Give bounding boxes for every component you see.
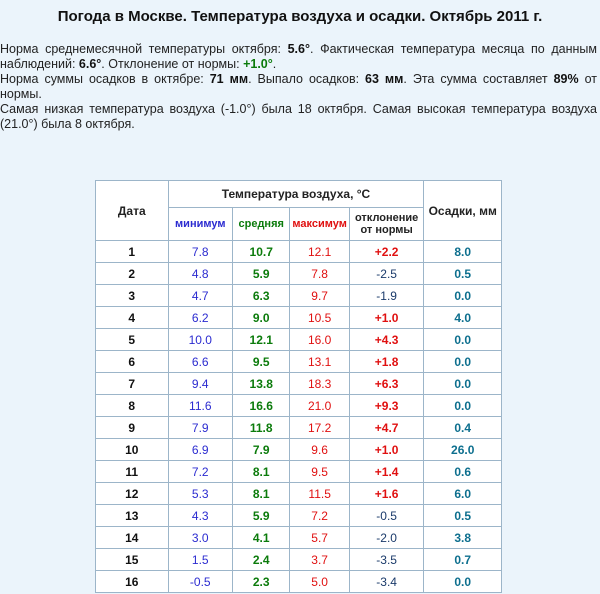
cell-deviation: +6.3 [349, 373, 424, 395]
cell-avg: 8.1 [233, 461, 290, 483]
header-date: Дата [96, 181, 169, 241]
table-row [96, 439, 502, 461]
cell-date: 13 [96, 505, 169, 527]
cell-date: 2 [96, 263, 169, 285]
cell-deviation: +1.0 [349, 439, 424, 461]
cell-date: 9 [96, 417, 169, 439]
cell-date: 11 [96, 461, 169, 483]
cell-min: 1.5 [168, 549, 232, 571]
text: . Фактическая температура месяца по данным наблюдений: [0, 42, 597, 71]
table-row [96, 417, 502, 439]
cell-max: 3.7 [290, 549, 349, 571]
table-row [96, 549, 502, 571]
cell-precipitation: 26.0 [424, 439, 502, 461]
cell-deviation: +4.7 [349, 417, 424, 439]
cell-min: 5.3 [168, 483, 232, 505]
norm-temp-value: 5.6° [287, 42, 310, 56]
cell-avg: 10.7 [233, 241, 290, 263]
actual-precip-value: 63 мм [365, 72, 404, 86]
table-row [96, 241, 502, 263]
table-row [96, 483, 502, 505]
cell-max: 5.0 [290, 571, 349, 593]
cell-deviation: -1.9 [349, 285, 424, 307]
header-deviation: отклонение от нормы [349, 208, 424, 241]
cell-min: 4.3 [168, 505, 232, 527]
text: . [272, 57, 277, 71]
cell-precipitation: 0.0 [424, 329, 502, 351]
cell-min: 7.2 [168, 461, 232, 483]
table-row [96, 285, 502, 307]
cell-max: 18.3 [290, 373, 349, 395]
text: от нормы. [0, 72, 597, 101]
text: . Отклонение от нормы: [101, 57, 244, 71]
table-row [96, 571, 502, 593]
cell-avg: 2.3 [233, 571, 290, 593]
text: . Выпало осадков: [248, 72, 366, 86]
cell-min: 7.8 [168, 241, 232, 263]
cell-date: 12 [96, 483, 169, 505]
cell-precipitation: 0.0 [424, 395, 502, 417]
cell-date: 8 [96, 395, 169, 417]
precipitation-summary [0, 72, 597, 102]
cell-min: -0.5 [168, 571, 232, 593]
cell-min: 6.2 [168, 307, 232, 329]
cell-precipitation: 0.0 [424, 351, 502, 373]
cell-max: 16.0 [290, 329, 349, 351]
cell-max: 13.1 [290, 351, 349, 373]
cell-avg: 2.4 [233, 549, 290, 571]
cell-min: 9.4 [168, 373, 232, 395]
cell-date: 3 [96, 285, 169, 307]
norm-precip-value: 71 мм [209, 72, 249, 86]
cell-deviation: -2.0 [349, 527, 424, 549]
cell-max: 5.7 [290, 527, 349, 549]
cell-deviation: -2.5 [349, 263, 424, 285]
cell-precipitation: 6.0 [424, 483, 502, 505]
table-row [96, 329, 502, 351]
cell-date: 16 [96, 571, 169, 593]
cell-avg: 5.9 [233, 505, 290, 527]
cell-precipitation: 0.0 [424, 373, 502, 395]
text: . Эта сумма составляет [403, 72, 554, 86]
cell-avg: 11.8 [233, 417, 290, 439]
cell-precipitation: 0.0 [424, 571, 502, 593]
cell-deviation: -3.5 [349, 549, 424, 571]
table-row [96, 461, 502, 483]
table-row [96, 527, 502, 549]
cell-precipitation: 0.0 [424, 285, 502, 307]
cell-min: 7.9 [168, 417, 232, 439]
cell-max: 10.5 [290, 307, 349, 329]
cell-date: 10 [96, 439, 169, 461]
cell-avg: 7.9 [233, 439, 290, 461]
cell-avg: 8.1 [233, 483, 290, 505]
cell-max: 7.2 [290, 505, 349, 527]
precip-percent-value: 89% [553, 72, 579, 86]
text: Норма среднемесячной температуры октября: [0, 42, 288, 56]
table-row [96, 351, 502, 373]
cell-avg: 6.3 [233, 285, 290, 307]
header-max: максимум [290, 208, 349, 241]
cell-precipitation: 4.0 [424, 307, 502, 329]
cell-deviation: -0.5 [349, 505, 424, 527]
cell-max: 7.8 [290, 263, 349, 285]
cell-precipitation: 0.7 [424, 549, 502, 571]
cell-precipitation: 0.5 [424, 263, 502, 285]
cell-avg: 12.1 [233, 329, 290, 351]
cell-date: 6 [96, 351, 169, 373]
cell-precipitation: 0.4 [424, 417, 502, 439]
table-row [96, 263, 502, 285]
table-row [96, 395, 502, 417]
cell-date: 1 [96, 241, 169, 263]
table-row [96, 373, 502, 395]
cell-min: 3.0 [168, 527, 232, 549]
cell-avg: 9.0 [233, 307, 290, 329]
cell-avg: 4.1 [233, 527, 290, 549]
page-title: Погода в Москве. Температура воздуха и осадки. Октябрь 2011 г. [57, 8, 543, 25]
header-precipitation: Осадки, мм [424, 181, 502, 241]
table-row [96, 505, 502, 527]
cell-date: 4 [96, 307, 169, 329]
cell-date: 14 [96, 527, 169, 549]
temperature-summary [0, 42, 597, 72]
table-row [96, 307, 502, 329]
cell-min: 11.6 [168, 395, 232, 417]
cell-precipitation: 0.6 [424, 461, 502, 483]
intro-text [0, 42, 597, 132]
cell-min: 10.0 [168, 329, 232, 351]
cell-avg: 5.9 [233, 263, 290, 285]
text: Норма суммы осадков в октябре: [0, 72, 210, 86]
weather-table [95, 180, 502, 593]
cell-min: 4.7 [168, 285, 232, 307]
header-min: минимум [168, 208, 232, 241]
cell-date: 7 [96, 373, 169, 395]
cell-max: 11.5 [290, 483, 349, 505]
cell-date: 15 [96, 549, 169, 571]
cell-deviation: +1.4 [349, 461, 424, 483]
cell-max: 12.1 [290, 241, 349, 263]
cell-min: 6.9 [168, 439, 232, 461]
cell-deviation: +1.8 [349, 351, 424, 373]
cell-min: 6.6 [168, 351, 232, 373]
cell-avg: 16.6 [233, 395, 290, 417]
header-temperature: Температура воздуха, °С [168, 181, 424, 208]
cell-max: 9.7 [290, 285, 349, 307]
cell-deviation: +9.3 [349, 395, 424, 417]
cell-max: 9.6 [290, 439, 349, 461]
cell-max: 21.0 [290, 395, 349, 417]
cell-deviation: +1.6 [349, 483, 424, 505]
cell-deviation: -3.4 [349, 571, 424, 593]
cell-max: 9.5 [290, 461, 349, 483]
cell-deviation: +1.0 [349, 307, 424, 329]
cell-deviation: +4.3 [349, 329, 424, 351]
cell-precipitation: 0.5 [424, 505, 502, 527]
cell-precipitation: 8.0 [424, 241, 502, 263]
cell-avg: 9.5 [233, 351, 290, 373]
cell-avg: 13.8 [233, 373, 290, 395]
cell-precipitation: 3.8 [424, 527, 502, 549]
header-avg: средняя [233, 208, 290, 241]
extremes-summary: Самая низкая температура воздуха (-1.0°) была 18 октября. Самая высокая температура воздуха (21.0°) была 8 октября. [0, 102, 597, 131]
temp-deviation-value: +1.0° [243, 57, 273, 71]
cell-max: 17.2 [290, 417, 349, 439]
cell-date: 5 [96, 329, 169, 351]
cell-deviation: +2.2 [349, 241, 424, 263]
actual-temp-value: 6.6° [78, 57, 102, 71]
cell-min: 4.8 [168, 263, 232, 285]
